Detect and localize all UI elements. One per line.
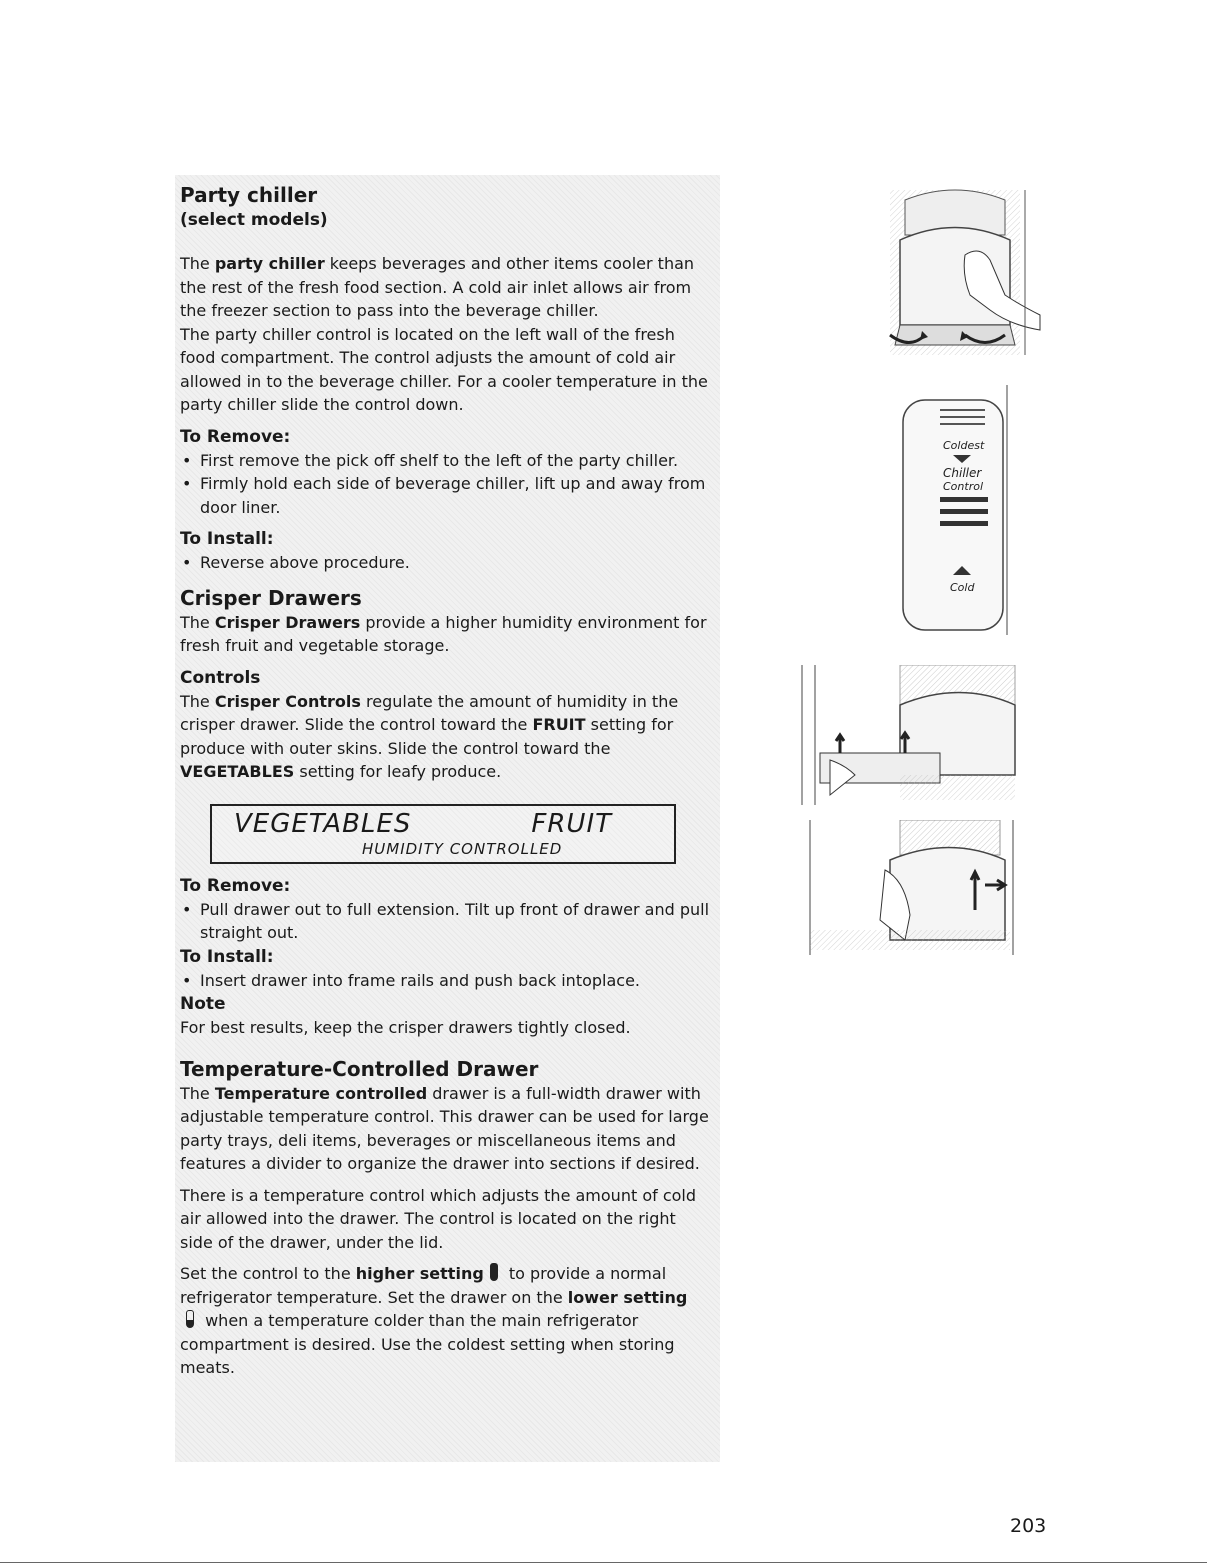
party-chiller-install-heading: To Install: xyxy=(180,529,274,549)
humidity-controlled-label: HUMIDITY CONTROLLED xyxy=(362,839,563,858)
crisper-note-heading: Note xyxy=(180,994,226,1014)
list-item: • First remove the pick off shelf to the left of the party chiller. xyxy=(180,449,710,473)
party-chiller-title: Party chiller xyxy=(180,183,318,207)
beverage-chiller-illustration xyxy=(805,820,1020,960)
crisper-drawers-title: Crisper Drawers xyxy=(180,585,362,610)
temp-drawer-title: Temperature-Controlled Drawer xyxy=(180,1056,539,1081)
humidity-fruit-label: FRUIT xyxy=(531,808,612,839)
list-item: • Reverse above procedure. xyxy=(180,551,710,575)
list-item: • Insert drawer into frame rails and push back intoplace. xyxy=(180,969,710,993)
chiller-coldest-label: Coldest xyxy=(943,439,985,452)
crisper-remove-heading: To Remove: xyxy=(180,875,291,896)
crisper-install-heading: To Install: xyxy=(180,946,274,967)
humidity-control-label xyxy=(210,804,676,864)
manual-text-column xyxy=(180,182,710,1380)
chiller-cold-label: Cold xyxy=(950,581,975,594)
chiller-control-text-label: Control xyxy=(943,480,984,493)
party-chiller-illustration xyxy=(870,185,1045,360)
chiller-control-illustration xyxy=(895,385,1020,635)
thermometer-low-icon xyxy=(186,1310,194,1328)
list-item: • Firmly hold each side of beverage chiller, lift up and away from door liner. xyxy=(180,472,710,519)
crisper-controls-text: The Crisper Controls regulate the amount of humidity in the crisper drawer. Slide the control toward the FRUIT setting for produce with outer skins. Slide the control toward the VEGETABLES setting for leafy produce. xyxy=(180,691,679,781)
party-chiller-install-list xyxy=(180,551,710,575)
crisper-install-list xyxy=(180,969,710,993)
temp-drawer-setting-text: Set the control to the higher setting to provide a normal refrigerator temperature. Set the drawer on the lower setting when a temperature colder than the main refrigerator compartment is desired. Use the coldest setting when storing meats. xyxy=(180,1264,688,1377)
humidity-vegetables-label: VEGETABLES xyxy=(234,808,412,839)
party-chiller-subtitle: (select models) xyxy=(180,210,328,230)
list-item: • Pull drawer out to full extension. Tilt up front of drawer and pull straight out. xyxy=(180,898,710,945)
chiller-label: Chiller xyxy=(943,466,982,480)
crisper-controls-heading: Controls xyxy=(180,667,261,688)
party-chiller-remove-heading: To Remove: xyxy=(180,426,291,447)
temp-drawer-intro: The Temperature controlled drawer is a full-width drawer with adjustable temperature control. This drawer can be used for large party trays, deli items, beverages or miscellaneous items and features a divider to organize the drawer into sections if desired. xyxy=(180,1083,709,1173)
thermometer-high-icon xyxy=(490,1263,498,1281)
party-chiller-remove-list xyxy=(180,449,710,520)
page-bottom-divider xyxy=(0,1562,1207,1563)
party-chiller-intro: The party chiller keeps beverages and other items cooler than the rest of the fresh food section. A cold air inlet allows air from the freezer section to pass into the beverage chiller. xyxy=(180,254,695,320)
crisper-remove-list xyxy=(180,898,710,945)
crisper-intro: The Crisper Drawers provide a higher humidity environment for fresh fruit and vegetable storage. xyxy=(180,612,707,655)
crisper-note-text: For best results, keep the crisper drawers tightly closed. xyxy=(180,1018,631,1037)
page-number: 203 xyxy=(1010,1515,1047,1537)
crisper-drawer-illustration xyxy=(800,665,1020,805)
temp-drawer-control-text: There is a temperature control which adjusts the amount of cold air allowed into the drawer. The control is located on the right side of the drawer, under the lid. xyxy=(180,1185,697,1252)
party-chiller-control-text: The party chiller control is located on the left wall of the fresh food compartment. The control adjusts the amount of cold air allowed in to the beverage chiller. For a cooler temperature in the party chiller slide the control down. xyxy=(180,324,708,414)
